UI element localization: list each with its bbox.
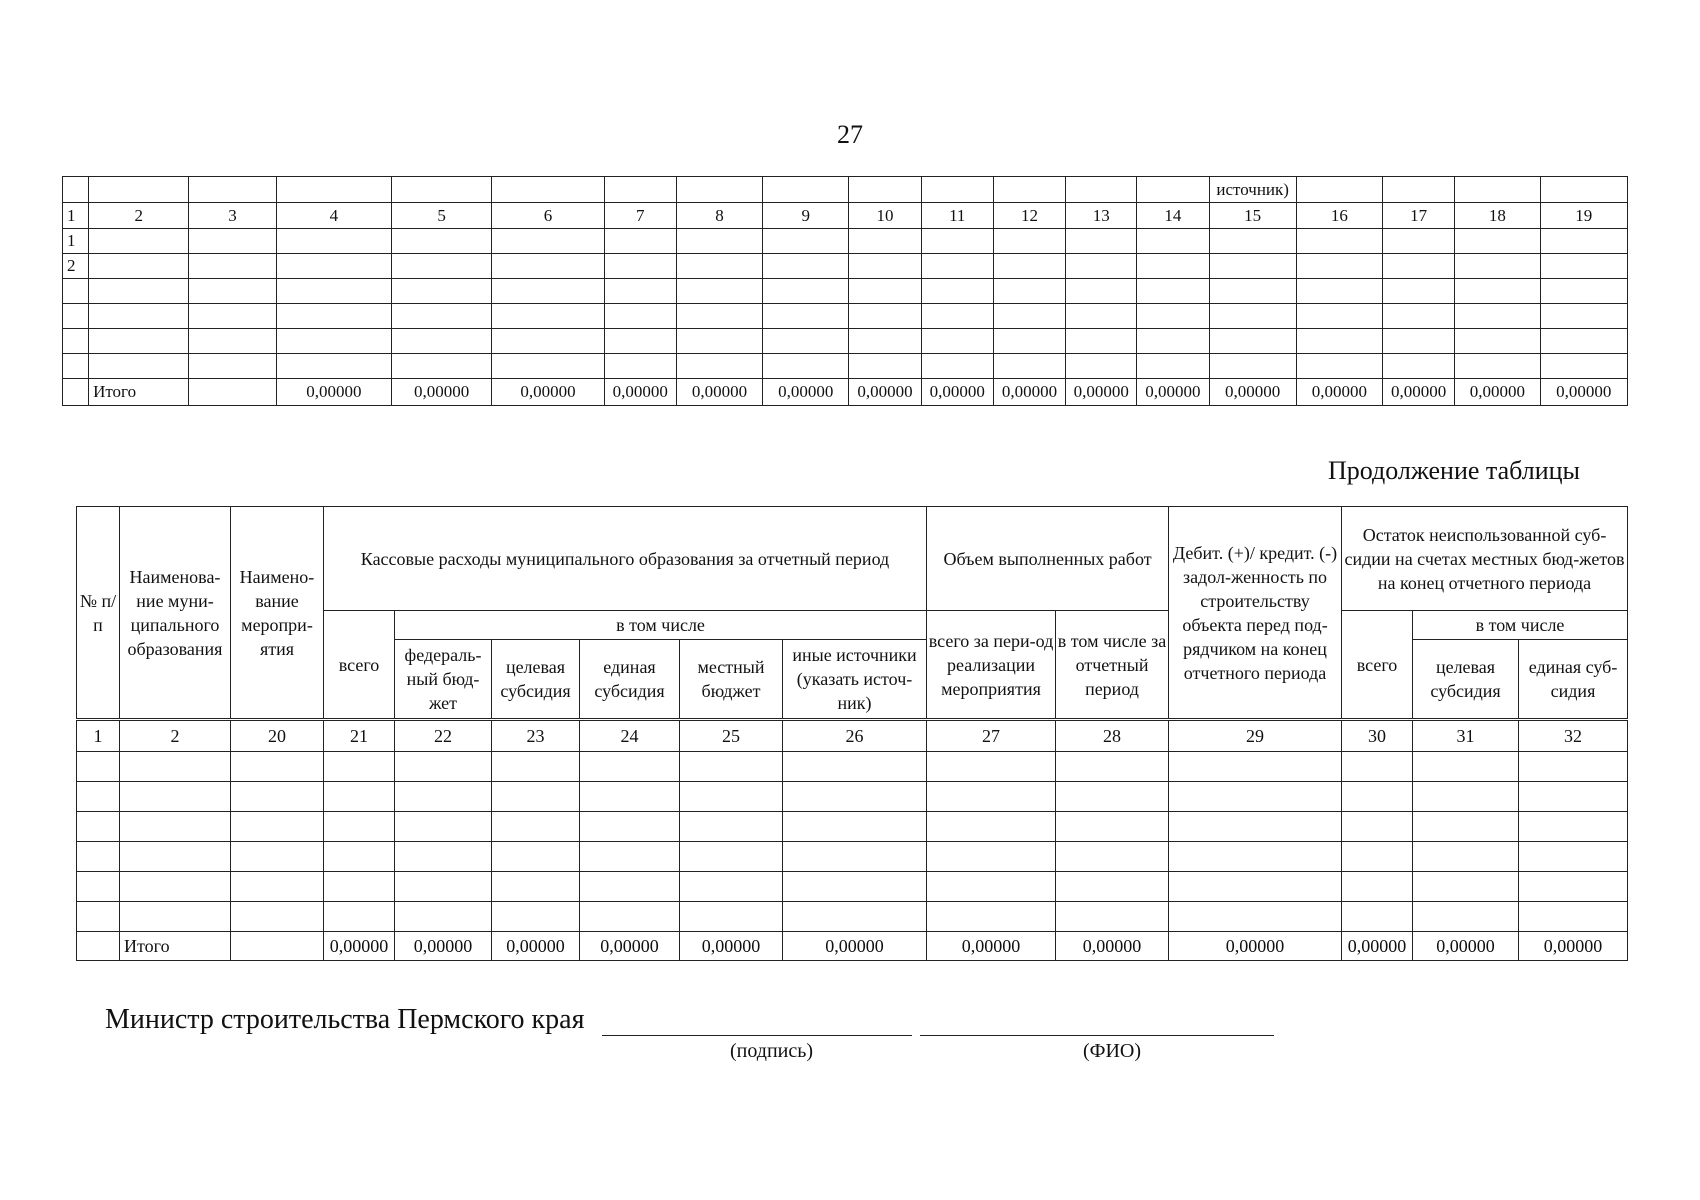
- header-municipality: Наименова-ние муни-ципального образования: [120, 507, 231, 720]
- table-row: [63, 354, 1628, 379]
- name-line: [920, 1035, 1274, 1036]
- column-number: 23: [492, 720, 580, 752]
- column-number: 1: [77, 720, 120, 752]
- column-number: 26: [783, 720, 927, 752]
- header-including-2: в том числе: [1413, 611, 1628, 640]
- column-number: 20: [231, 720, 324, 752]
- column-number: 11: [921, 203, 993, 229]
- total-row: [63, 379, 1628, 406]
- header-total: всего: [324, 611, 395, 720]
- total-value: 0,00000: [1519, 932, 1628, 961]
- column-number: 5: [392, 203, 492, 229]
- column-number: 13: [1066, 203, 1137, 229]
- column-number: 32: [1519, 720, 1628, 752]
- total-value: 0,00000: [1169, 932, 1342, 961]
- column-number: 22: [395, 720, 492, 752]
- column-number: 30: [1342, 720, 1413, 752]
- total-value: 0,00000: [1056, 932, 1169, 961]
- total-value: 0,00000: [395, 932, 492, 961]
- column-number: 19: [1540, 203, 1627, 229]
- total-value: 0,00000: [676, 379, 762, 406]
- total-label: Итого: [89, 379, 189, 406]
- bottom-table: [76, 506, 1628, 961]
- table-row: [77, 812, 1628, 842]
- signature-caption: (подпись): [730, 1040, 814, 1062]
- total-value: 0,00000: [324, 932, 395, 961]
- total-value: 0,00000: [1540, 379, 1627, 406]
- header-cash-expenses: Кассовые расходы муниципального образования за отчетный период: [324, 507, 927, 611]
- column-number: 2: [120, 720, 231, 752]
- column-number: 2: [89, 203, 189, 229]
- row-number: 1: [63, 229, 89, 254]
- total-value: 0,00000: [927, 932, 1056, 961]
- total-value: 0,00000: [1137, 379, 1209, 406]
- table-row: [77, 902, 1628, 932]
- table-row: [77, 782, 1628, 812]
- total-value: 0,00000: [492, 379, 604, 406]
- page-number: 27: [837, 120, 863, 149]
- total-value: 0,00000: [1342, 932, 1413, 961]
- top-column-numbers-row: [63, 203, 1628, 229]
- header-other-sources: иные источники (указать источ-ник): [783, 640, 927, 720]
- total-value: 0,00000: [783, 932, 927, 961]
- header-single-subsidy: единая субсидия: [580, 640, 680, 720]
- total-value: 0,00000: [921, 379, 993, 406]
- column-number: 4: [276, 203, 391, 229]
- header-target-subsidy-2: целевая субсидия: [1413, 640, 1519, 720]
- total-value: 0,00000: [492, 932, 580, 961]
- column-number: 15: [1209, 203, 1296, 229]
- header-federal: федераль-ный бюд-жет: [395, 640, 492, 720]
- total-value: 0,00000: [1066, 379, 1137, 406]
- header-debt: Дебит. (+)/ кредит. (-) задол-женность по строительству объекта перед под-рядчиком на конец отчетного периода: [1169, 507, 1342, 720]
- column-number: 31: [1413, 720, 1519, 752]
- header-works-volume: Объем выполненных работ: [927, 507, 1169, 611]
- column-number: 27: [927, 720, 1056, 752]
- total-value: 0,00000: [1413, 932, 1519, 961]
- header-total-period: всего за пери-од реализации мероприятия: [927, 611, 1056, 720]
- table-row: [77, 842, 1628, 872]
- column-number: 1: [63, 203, 89, 229]
- column-number: 9: [763, 203, 849, 229]
- header-incl-reporting: в том числе за отчетный период: [1056, 611, 1169, 720]
- total-value: 0,00000: [680, 932, 783, 961]
- column-number: 3: [189, 203, 276, 229]
- continuation-title: Продолжение таблицы: [1328, 456, 1580, 485]
- column-number: 8: [676, 203, 762, 229]
- table-row: [77, 872, 1628, 902]
- table-row: [63, 304, 1628, 329]
- total-label: Итого: [120, 932, 231, 961]
- column-number: 10: [849, 203, 921, 229]
- header-activity: Наимено-вание меропри-ятия: [231, 507, 324, 720]
- total-value: 0,00000: [580, 932, 680, 961]
- table-row: [63, 279, 1628, 304]
- column-number: 29: [1169, 720, 1342, 752]
- total-value: 0,00000: [1209, 379, 1296, 406]
- name-caption: (ФИО): [1083, 1040, 1142, 1062]
- signature-title: Министр строительства Пермского края: [105, 1004, 585, 1035]
- column-number: 21: [324, 720, 395, 752]
- total-value: 0,00000: [1296, 379, 1382, 406]
- signature-line: [602, 1035, 912, 1036]
- header-single-subsidy-2: единая суб-сидия: [1519, 640, 1628, 720]
- header-total-2: всего: [1342, 611, 1413, 720]
- total-value: 0,00000: [849, 379, 921, 406]
- row-number: 2: [63, 254, 89, 279]
- column-number: 12: [993, 203, 1065, 229]
- header-target-subsidy: целевая субсидия: [492, 640, 580, 720]
- total-value: 0,00000: [993, 379, 1065, 406]
- column-number: 25: [680, 720, 783, 752]
- header-remainder: Остаток неиспользованной суб-сидии на счетах местных бюд-жетов на конец отчетного периода: [1342, 507, 1628, 611]
- column-number: 24: [580, 720, 680, 752]
- total-value: 0,00000: [763, 379, 849, 406]
- header-including: в том числе: [395, 611, 927, 640]
- table-row: [77, 752, 1628, 782]
- column-number: 28: [1056, 720, 1169, 752]
- column-number: 14: [1137, 203, 1209, 229]
- column-number: 16: [1296, 203, 1382, 229]
- table-row: [63, 229, 1628, 254]
- total-value: 0,00000: [392, 379, 492, 406]
- column-number: 17: [1383, 203, 1455, 229]
- bottom-column-numbers-row: [77, 720, 1628, 752]
- top-table: [62, 176, 1628, 406]
- table-row: [63, 254, 1628, 279]
- column-number: 18: [1455, 203, 1540, 229]
- total-value: 0,00000: [1455, 379, 1540, 406]
- top-header-row: [63, 177, 1628, 203]
- table-row: [63, 329, 1628, 354]
- total-value: 0,00000: [276, 379, 391, 406]
- header-local-budget: местный бюджет: [680, 640, 783, 720]
- column-number: 6: [492, 203, 604, 229]
- column-number: 7: [604, 203, 676, 229]
- header-fragment: источник): [1209, 177, 1296, 203]
- total-row: [77, 932, 1628, 961]
- total-value: 0,00000: [1383, 379, 1455, 406]
- header-num: № п/п: [77, 507, 120, 720]
- total-value: 0,00000: [604, 379, 676, 406]
